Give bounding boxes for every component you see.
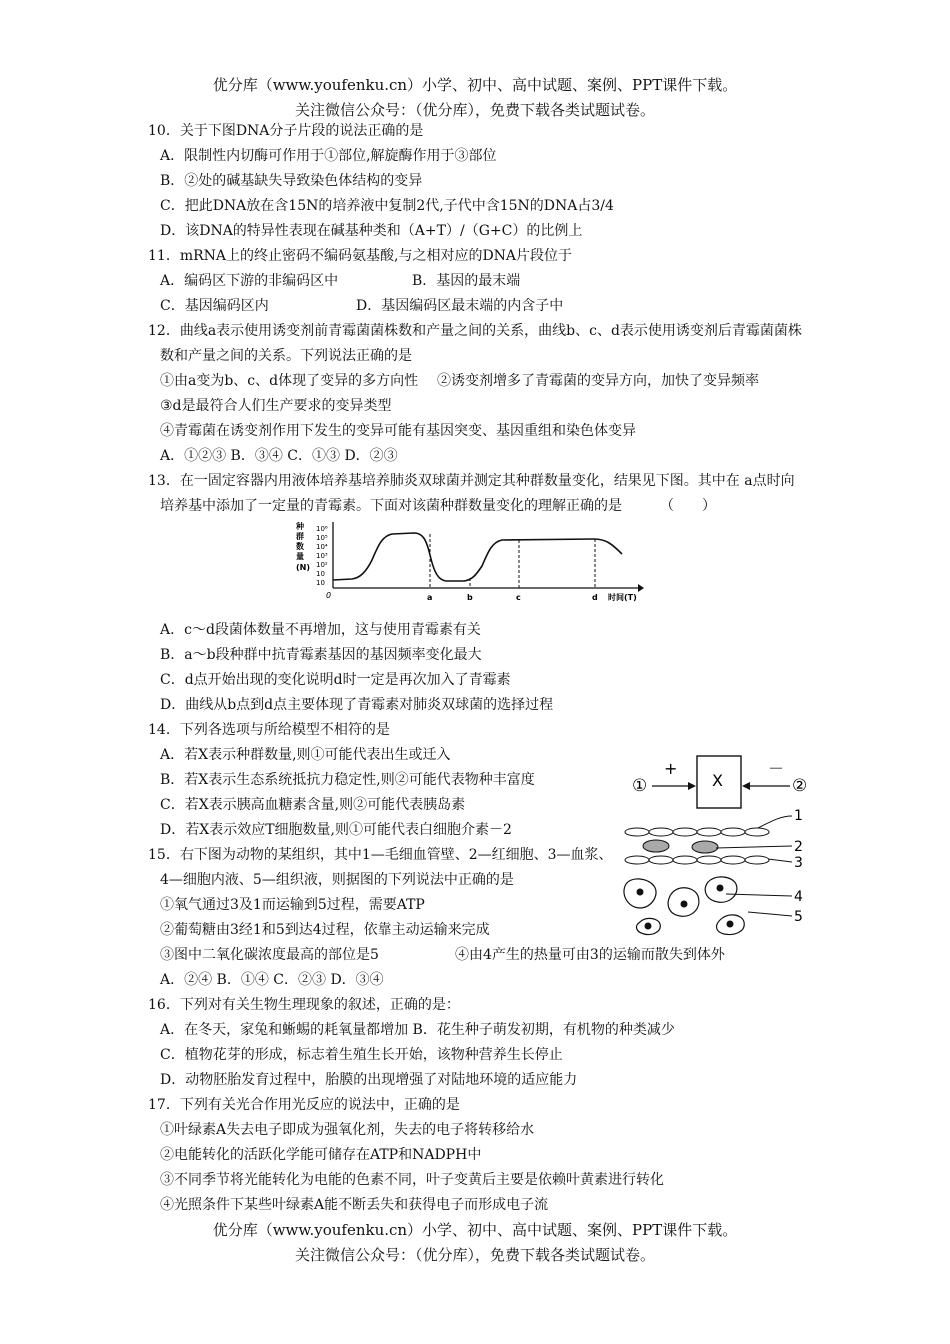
- footer-line-2: 关注微信公众号：（优分库），免费下载各类试题试卷。: [294, 1246, 655, 1264]
- q12-statement-4: ④青霉菌在诱变剂作用下发生的变异可能有基因突变、基因重组和染色体变异: [160, 423, 636, 439]
- model-plus-sign: +: [664, 759, 678, 778]
- q13-option-b: B．a～b段种群中抗青霉素基因的基因频率变化最大: [160, 647, 482, 663]
- q13-stem-1: 13．在一固定容器内用液体培养基培养肺炎双球菌并测定其种群数量变化，结果见下图。其中在 a点时向: [148, 473, 795, 489]
- q13-population-graph: [296, 520, 644, 612]
- q14-stem: 14．下列各选项与所给模型不相符的是: [148, 722, 390, 738]
- q17-statement-4: ④光照条件下某些叶绿素A能不断丢失和获得电子而形成电子流: [160, 1197, 549, 1213]
- tissue-label-2: 2: [794, 839, 803, 855]
- q12-stem-1: 12．曲线a表示使用诱变剂前青霉菌菌株数和产量之间的关系，曲线b、c、d表示使用诱变剂后青霉菌菌株: [148, 323, 802, 339]
- q10-option-d: D．该DNA的特异性表现在碱基种类和（A+T）/（G+C）的比例上: [160, 223, 583, 239]
- graph-ytick: 10⁵: [316, 534, 328, 542]
- q10-stem: 10．关于下图DNA分子片段的说法正确的是: [148, 123, 424, 139]
- model-arrowhead-right: [742, 782, 750, 790]
- graph-ylabel-char: 群: [296, 532, 304, 541]
- q17-statement-1: ①叶绿素A失去电子即成为强氧化剂，失去的电子将转移给水: [160, 1122, 535, 1138]
- tissue-label-4: 4: [794, 889, 803, 905]
- graph-ytick: 10⁶: [316, 525, 328, 533]
- q15-stem-1: 15．右下图为动物的某组织，其中1—毛细血管壁、2—红细胞、3—血浆、: [148, 847, 613, 863]
- graph-xtick-b: b: [467, 593, 473, 602]
- header-line-1: 优分库（www.youfenku.cn）小学、初中、高中试题、案例、PPT课件下载。: [212, 76, 738, 94]
- q15-options: A．②④ B．①④ C．②③ D．③④: [160, 972, 384, 988]
- model-arrowhead-left: [688, 782, 696, 790]
- q17-stem: 17．下列有关光合作用光反应的说法中，正确的是: [148, 1097, 460, 1113]
- q12-stem-2: 数和产量之间的关系。下列说法正确的是: [160, 348, 412, 364]
- q10-option-c: C．把此DNA放在含15N的培养液中复制2代,子代中含15N的DNA占3/4: [160, 198, 614, 214]
- q15-stem-2: 4—细胞内液、5—组织液，则据图的下列说法中正确的是: [160, 872, 514, 888]
- q14-option-c: C．若X表示胰高血糖素含量,则②可能代表胰岛素: [160, 797, 466, 813]
- q14-option-d: D．若X表示效应T细胞数量,则①可能代表白细胞介素－2: [160, 822, 512, 838]
- q17-statement-3: ③不同季节将光能转化为电能的色素不同，叶子变黄后主要是依赖叶黄素进行转化: [160, 1172, 664, 1188]
- footer-line-1: 优分库（www.youfenku.cn）小学、初中、高中试题、案例、PPT课件下载。: [212, 1221, 738, 1239]
- graph-ytick: 10: [316, 570, 325, 578]
- q17-statement-2: ②电能转化的活跃化学能可储存在ATP和NADPH中: [160, 1147, 482, 1163]
- graph-population-curve: [333, 533, 622, 581]
- q13-option-a: A．c～d段菌体数量不再增加，这与使用青霉素有关: [160, 622, 481, 638]
- q13-option-c: C．d点开始出现的变化说明d时一定是再次加入了青霉素: [160, 672, 511, 688]
- q16-option-c: C．植物花芽的形成，标志着生殖生长开始，该物种营养生长停止: [160, 1047, 563, 1063]
- graph-ytick: 10: [316, 579, 325, 587]
- red-blood-cell: [692, 841, 718, 853]
- q15-statement-3: ③图中二氧化碳浓度最高的部位是5: [160, 947, 379, 963]
- q12-options: A．①②③ B．③④ C．①③ D．②③: [160, 448, 398, 464]
- q16-option-d: D．动物胚胎发育过程中，胎膜的出现增强了对陆地环境的适应能力: [160, 1072, 578, 1088]
- graph-ylabel-char: (N): [296, 563, 311, 572]
- q14-option-a: A．若X表示种群数量,则①可能代表出生或迁入: [160, 747, 451, 763]
- q13-stem-2: 培养基中添加了一定量的青霉素。下面对该菌种群数量变化的理解正确的是: [160, 498, 622, 514]
- graph-origin: 0: [326, 591, 332, 600]
- q13-option-d: D．曲线从b点到d点主要体现了青霉素对肺炎双球菌的选择过程: [160, 697, 554, 713]
- graph-xtick-d: d: [592, 593, 598, 602]
- q15-statement-2: ②葡萄糖由3经1和5到达4过程，依靠主动运输来完成: [160, 922, 490, 938]
- graph-x-arrow: [638, 584, 644, 592]
- graph-ytick: 10⁴: [316, 543, 328, 551]
- q11-option-d: D．基因编码区最末端的内含子中: [356, 298, 564, 314]
- q10-option-a: A．限制性内切酶可作用于①部位,解旋酶作用于③部位: [160, 148, 497, 164]
- header-line-2: 关注微信公众号：（优分库），免费下载各类试题试卷。: [294, 101, 655, 119]
- q11-option-a: A．编码区下游的非编码区中: [160, 273, 339, 289]
- graph-ytick: 10³: [316, 552, 328, 560]
- q12-statement-3: ③d是最符合人们生产要求的变异类型: [160, 398, 392, 414]
- q11-option-b: B．基因的最末端: [412, 273, 521, 289]
- q12-statement-2: ②诱变剂增多了青霉菌的变异方向，加快了变异频率: [437, 373, 759, 389]
- tissue-label-5: 5: [794, 909, 803, 925]
- graph-ylabel-char: 数: [296, 542, 304, 551]
- tissue-label-3: 3: [794, 855, 803, 871]
- graph-xlabel: 时间(T): [608, 593, 637, 602]
- q14-option-b: B．若X表示生态系统抵抗力稳定性,则②可能代表物种丰富度: [160, 772, 535, 788]
- q13-answer-paren: （ ）: [660, 498, 716, 514]
- red-blood-cell: [643, 840, 669, 852]
- graph-xtick-a: a: [427, 593, 433, 602]
- graph-ylabel-char: 量: [296, 552, 304, 561]
- graph-ylabel-char: 种: [296, 522, 304, 531]
- q15-statement-1: ①氧气通过3及1而运输到5过程，需要ATP: [160, 897, 425, 913]
- q15-tissue-diagram: [620, 804, 810, 944]
- q11-option-c: C．基因编码区内: [160, 298, 269, 314]
- model-input-1: ①: [632, 776, 648, 796]
- model-x-label: X: [712, 771, 723, 790]
- model-minus-sign: －: [768, 759, 785, 778]
- graph-xtick-c: c: [516, 593, 521, 602]
- q12-statement-1: ①由a变为b、c、d体现了变异的多方向性: [160, 373, 419, 389]
- model-input-2: ②: [792, 776, 808, 796]
- q16-option-ab: A．在冬天，家兔和蜥蜴的耗氧量都增加 B．花生种子萌发初期，有机物的种类减少: [160, 1022, 675, 1038]
- graph-ytick: 10²: [316, 561, 328, 569]
- q16-stem: 16．下列对有关生物生理现象的叙述，正确的是：: [148, 997, 460, 1013]
- tissue-label-1: 1: [794, 808, 803, 824]
- q11-stem: 11．mRNA上的终止密码不编码氨基酸,与之相对应的DNA片段位于: [148, 248, 573, 264]
- q10-option-b: B．②处的碱基缺失导致染色体结构的变异: [160, 173, 423, 189]
- q15-statement-4: ④由4产生的热量可由3的运输而散失到体外: [455, 947, 725, 963]
